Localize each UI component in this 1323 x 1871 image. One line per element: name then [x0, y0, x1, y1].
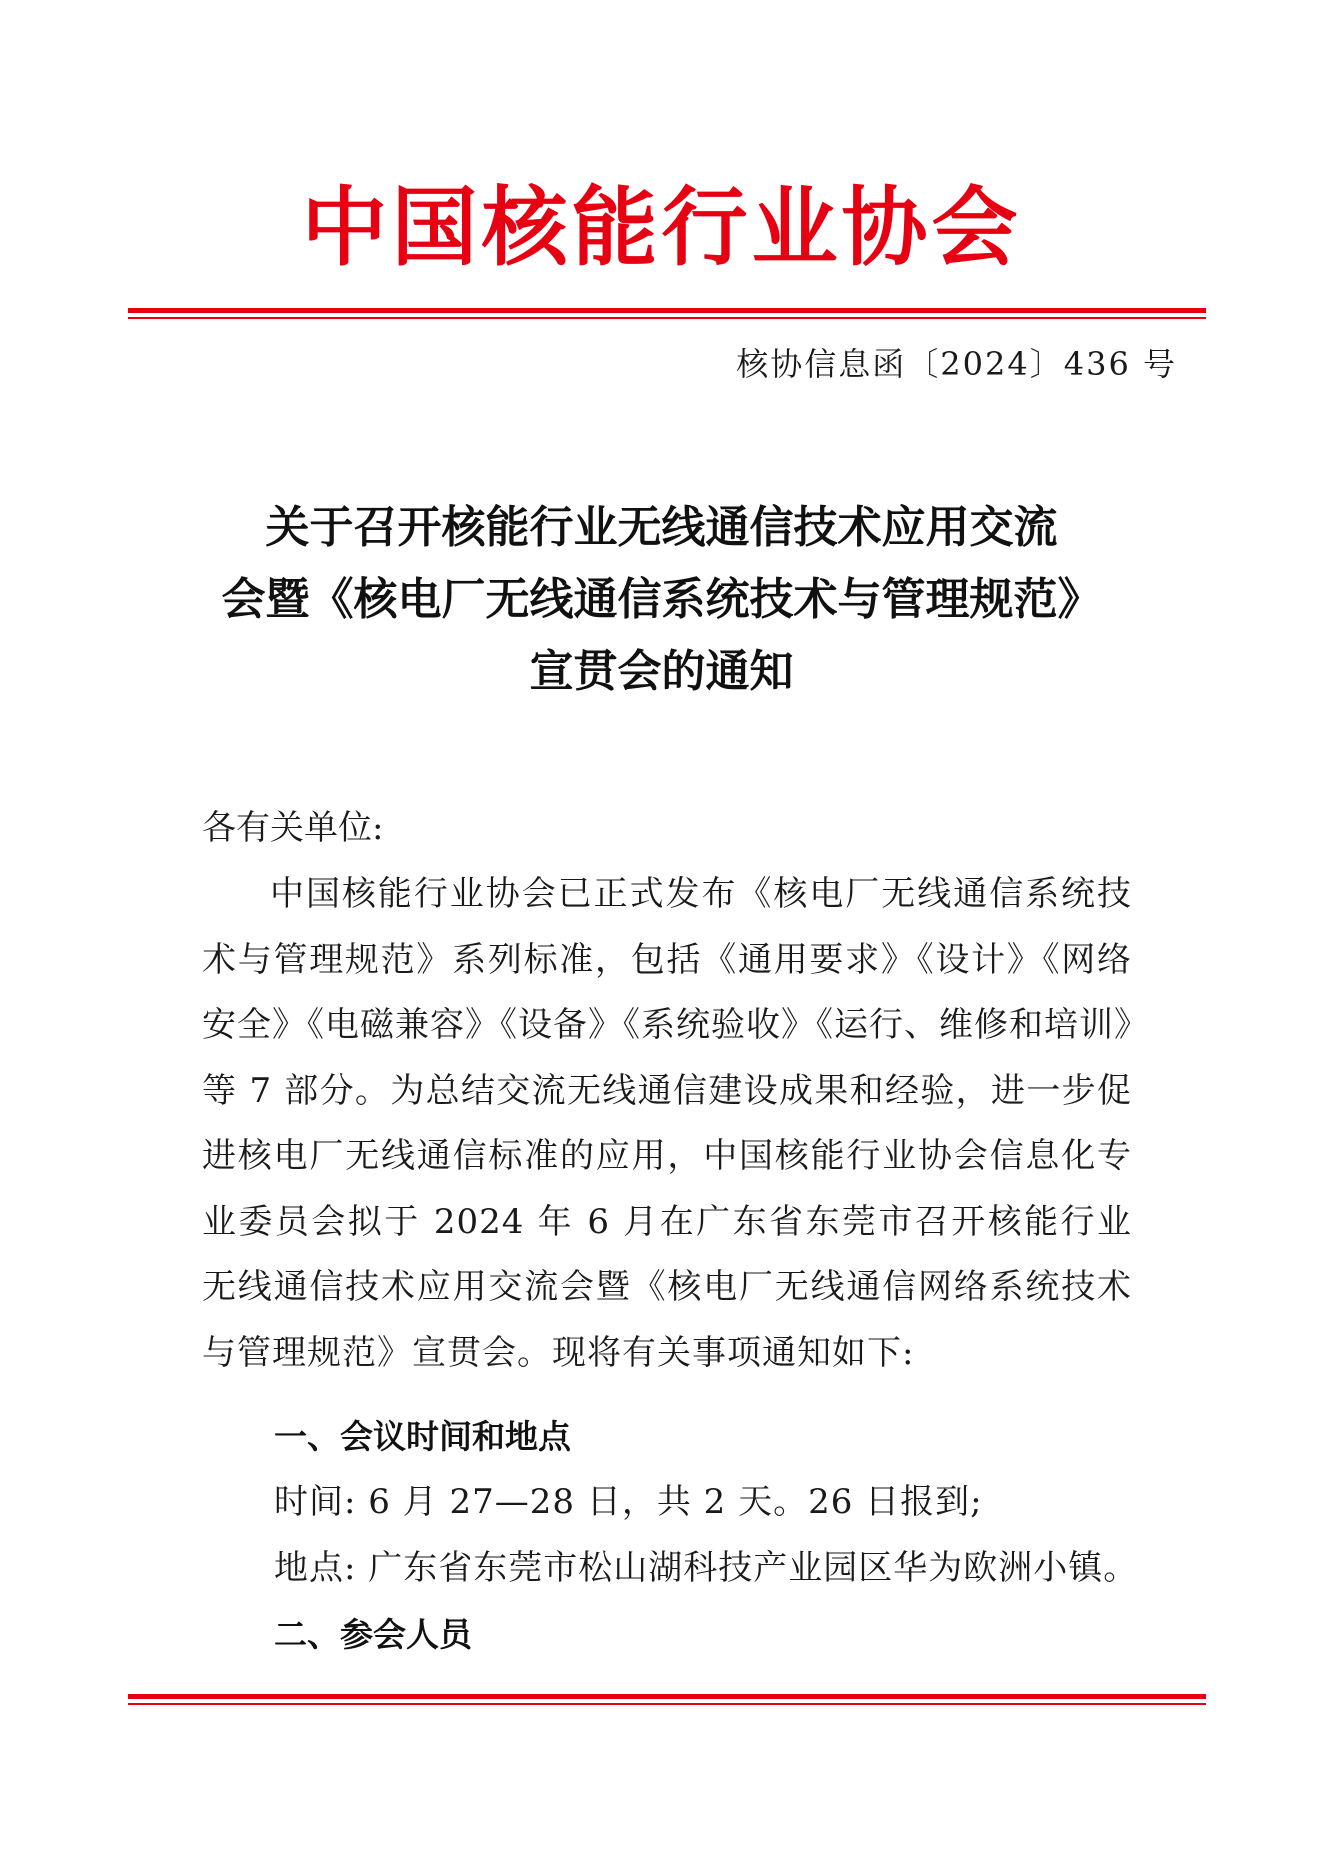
red-rule-thick — [128, 308, 1206, 313]
letterhead-org-name: 中国核能行业协会 — [301, 178, 1022, 278]
intro-paragraph: 中国核能行业协会已正式发布《核电厂无线通信系统技术与管理规范》系列标准，包括《通用要求》《设计》《网络安全》《电磁兼容》《设备》《系统验收》《运行、维修和培训》等 7 部分。为总结交流无线通信建设成果和经验，进一步促进核电厂无线通信标准的应用，中国核能行业协会信息化专业委员会拟于 2024 年 6 月在广东省东莞市召开核能行业无线通信技术应用交流会暨《核电厂无线通信网络系统技术与管理规范》宣贯会。现将有关事项通知如下: — [202, 874, 1132, 1373]
salutation: 各有关单位: — [202, 808, 384, 848]
document-number: 核协信息函〔2024〕436 号 — [736, 345, 1177, 383]
meeting-location: 地点: 广东省东莞市松山湖科技产业园区华为欧洲小镇。 — [274, 1548, 1139, 1588]
section-heading-participants: 二、参会人员 — [274, 1615, 472, 1654]
red-rule-thin — [128, 317, 1206, 319]
footer-rule-thick — [128, 1694, 1206, 1699]
meeting-time: 时间: 6 月 27—28 日，共 2 天。26 日报到; — [274, 1482, 983, 1522]
notice-title-line-2: 会暨《核电厂无线通信系统技术与管理规范》 — [221, 574, 1102, 625]
section-heading-time-location: 一、会议时间和地点 — [274, 1417, 571, 1456]
notice-title-line-1: 关于召开核能行业无线通信技术应用交流 — [265, 502, 1058, 553]
footer-rule-thin — [128, 1703, 1206, 1705]
notice-title-line-3: 宣贯会的通知 — [529, 646, 794, 697]
footer-red-rule — [128, 1694, 1206, 1705]
notice-title — [0, 492, 1323, 708]
letterhead-red-rule — [128, 308, 1206, 319]
